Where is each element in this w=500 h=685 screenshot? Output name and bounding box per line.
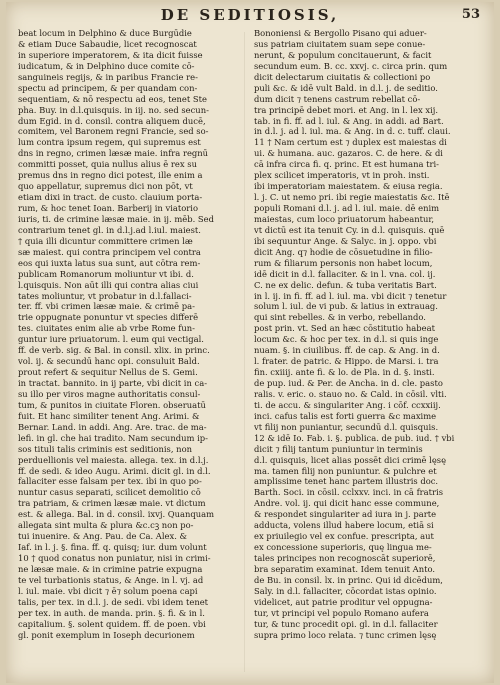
text-line: tes. ciuitates enim alie ab vrbe Rome fun- — [18, 323, 195, 334]
text-line: contrarium tenet gl. in d.l.j.ad l.iul. maiest. — [18, 224, 201, 235]
text-line: guntur iure priuatorum. l. eum qui vectigal. — [18, 334, 204, 345]
text-line: ne læsæ maie. & in crimine patrie expugna — [18, 563, 203, 574]
text-line: in l. ij. in fi. ff. ad l. iul. ma. vbi dicit ⁊ tenetur — [254, 290, 447, 301]
left-text-column — [18, 28, 246, 641]
text-line: 12 & idē Io. Fab. i. §. publica. de pub. iud. † vbi — [254, 432, 455, 443]
text-line: rum & filiarum personis non habet locum, — [254, 257, 433, 268]
text-line: dicit ⁊ filij tantum puniuntur in terminis — [254, 443, 423, 454]
text-line: ff. de verb. sig. & Bal. in consil. xlix. in princ. — [18, 345, 210, 356]
text-line: ter. ff. vbi crimen læsæ maie. & crimē pa- — [18, 301, 195, 312]
text-line: videlicet, aut patrie proditur vel oppugna- — [254, 596, 433, 607]
text-line: idē dicit in d.l. fallaciter. & in l. vna. col. ij. — [254, 268, 436, 279]
text-line: nuam. §. in ciuilibus. ff. de cap. & Ang. in d. — [254, 345, 440, 356]
text-line: publicam Romanorum moliuntur vt ibi. d. — [18, 268, 194, 279]
text-line: & etiam Duce Sabaudie, licet recognoscat — [18, 38, 197, 49]
text-line: iudicatum, & in Delphino duce comite cō- — [18, 60, 195, 71]
text-line: amplissime tenet hanc partem illustris doc. — [254, 476, 439, 487]
page-header — [6, 6, 494, 28]
text-line: vt dictū est ita tenuit Cy. in d.l. quisquis. quē — [254, 224, 445, 235]
text-line: dum Egid. in d. consil. contra aliquem ducē, — [18, 115, 206, 126]
text-line: fuit. Et hanc similiter tenent Ang. Arimi. & — [18, 410, 200, 421]
text-line: prout refert & sequitur Nellus de S. Gemi. — [18, 367, 198, 378]
text-line: per tex. in auth. de manda. prin. §. fi. & in l. — [18, 607, 205, 618]
text-line: 10 † quod conatus non puniatur, nisi in crimi- — [18, 553, 211, 563]
text-line: fallaciter esse falsam per tex. ibi in quo po- — [18, 476, 202, 487]
running-head: DE SEDITIOSIS, — [160, 6, 340, 24]
text-line: rum, & hoc tenet Ioan. Barberij in viatorio — [18, 203, 199, 213]
text-line: iuris, ti. de crimine læsæ maie. in ij. mēb. Sed — [18, 213, 214, 224]
text-line: ma. tamen filij non puniuntur. & pulchre et — [254, 465, 437, 476]
text-line: l.quisquis. Non aūt illi qui contra alias ciui — [18, 279, 199, 290]
text-line: Bernar. Land. in addi. Ang. Are. trac. de ma- — [18, 421, 207, 432]
text-line: trie oppugnate ponuntur vt species differē — [18, 312, 199, 323]
text-line: ff. de sedi. & ideo Augu. Arimi. dicit gl. in d.l. — [18, 465, 211, 476]
text-line: dicit delectarum ciuitatis & collectioni po — [254, 71, 431, 82]
text-line: ex priuilegio vel ex confue. prescripta, aut — [254, 531, 434, 542]
text-line: locum &c. & hoc per tex. in d.l. si quis inge — [254, 334, 439, 345]
text-line: sequentiam, & nō respectu ad eos, tenet Ste — [18, 93, 207, 104]
text-line: comitem, vel Baronem regni Francie, sed so- — [18, 126, 209, 137]
text-line: talis, per tex. in d.l. j. de sedi. vbi idem tenet — [18, 596, 209, 607]
text-line: populi Romani d.l. j. ad l. iul. maie. dē enim — [254, 203, 440, 213]
text-line: fin. cxiiij. ante fi. & lo. de Pla. in d. §. insti. — [254, 367, 435, 378]
text-line: bra separatim examinat. Idem tenuit Anto. — [254, 563, 436, 574]
text-line: tra principē debet mori. et Ang. in l. lex xij. — [254, 104, 438, 115]
text-line: nuntur casus separati, scilicet demolitio cō — [18, 487, 201, 498]
text-line: cā infra circa fi. q. princ. Et est humana tri- — [254, 159, 440, 170]
text-line: allegata sint multa & plura &c.cꝫ non po- — [18, 520, 194, 531]
text-line: dum dicit ⁊ tenens castrum rebellat cō- — [254, 93, 421, 104]
text-line: premus dns in regno dici potest, ille enim a — [18, 170, 203, 181]
text-line: dns in regno, crimen læsæ maie. infra regnū — [18, 148, 209, 159]
text-line: ui. & humana. auc. gazaros. C. de here. & di — [254, 148, 443, 159]
text-line: C. ne ex delic. defun. & tuba veritatis Bart. — [254, 279, 437, 290]
text-line: ralis. v. eric. o. stauo no. & Cald. in cōsil. vlti. — [254, 388, 447, 399]
text-line: post prin. vt. Sed an hæc cōstitutio habeat — [254, 323, 435, 334]
text-line: ibi imperatoriam maiestatem. & eiusa regia. — [254, 181, 443, 192]
text-line: maiestas, cum loco priuatorum habeantur, — [254, 213, 435, 224]
text-line: est. & allega. Bal. in d. consil. ixvj. Quanquam — [18, 509, 215, 520]
text-line: in d.l. j. ad l. iul. ma. & Ang. in d. c. tuff. claui. — [254, 126, 451, 137]
text-line: tra patriam, & crimen læsæ maie. vt dictum — [18, 498, 206, 509]
text-line: lum contra ipsum regem, qui supremus est — [18, 137, 201, 148]
text-line: inci. cafus talis est forti guerra &c maxime — [254, 410, 437, 421]
text-line: Saly. in d.l. fallaciter, cōcordat istas opinio. — [254, 585, 437, 596]
text-line: & respondet singulariter ad iura in j. parte — [254, 509, 437, 520]
text-line: vol. ij. & secundū hanc opi. consuluit Bald. — [18, 356, 200, 367]
text-line: Barth. Soci. in cōsil. cclxxv. inci. in cā fratris — [254, 487, 444, 498]
text-line: secundum eum. B. cc. xxvj. c. circa prin. qum — [254, 60, 448, 71]
text-line: ibi sequuntur Ange. & Salyc. in j. oppo. vbi — [254, 235, 437, 246]
text-line: l. frater. de patric. & Hippo. de Marsi. i. tra — [254, 356, 439, 367]
text-line: de pup. iud. & Per. de Ancha. in d. cle. pasto — [254, 378, 443, 388]
text-line: † quia illi dicuntur committere crimen læ — [18, 235, 193, 246]
text-line: sanguineis regijs, & in paribus Francie re- — [18, 71, 198, 82]
text-line: sus patriam ciuitatem suam sepe conue- — [254, 38, 426, 49]
text-line: vt filij non puniantur, secundū d.l. quisquis. — [254, 421, 439, 432]
text-line: eos qui iuxta latus sua sunt, aut cōtra rem- — [18, 257, 201, 268]
text-line: qui sint rebelles. & in verbo, rebellando. — [254, 312, 426, 323]
text-line: Iaf. in l. j. §. fina. ff. q. quisq; iur. dum volunt — [18, 542, 207, 553]
text-line: lefi. in gl. che hai tradito. Nam secundum ip- — [18, 432, 208, 443]
text-line: etiam dixi in tract. de custo. clauium porta- — [18, 192, 203, 203]
text-line: solum l. iul. de vi pub. & latius in extrauag. — [254, 301, 438, 312]
text-line: ti. de accu. & singulariter Ang. i cōf. ccxxiij. — [254, 399, 441, 410]
text-line: perduellionis vel maiesta. allega. tex. in d.l.j. — [18, 454, 209, 465]
text-line: quo appellatur, supremus dici non pōt, vt — [18, 181, 193, 192]
page-number: 53 — [461, 7, 480, 22]
text-line: 11 † Nam certum est ⁊ duplex est maiestas di — [254, 137, 447, 148]
text-line: beat locum in Delphino & duce Burgūdie — [18, 28, 192, 38]
text-line: tum, & punitos in ciuitate Floren. obseruatū — [18, 399, 206, 410]
text-line: committi posset, quia nullus alius ē rex su — [18, 159, 197, 170]
text-line: tui inuenire. & Ang. Pau. de Ca. Alex. & — [18, 531, 187, 542]
text-line: sæ maiest. qui contra principem vel contra — [18, 246, 201, 257]
text-line: in superiore imperatorem, & ita dicit fuisse — [18, 49, 203, 60]
text-line: tates moliuntur, vt probatur in d.l.fallaci- — [18, 290, 192, 301]
text-line: de Bu. in consil. lx. in princ. Qui id dicēdum, — [254, 574, 443, 585]
text-line: l. iul. maie. vbi dicit ⁊ ē⁊ solum poena capi — [18, 585, 198, 596]
text-line: tales principes non recognoscāt superiorē, — [254, 553, 436, 563]
text-line: su illo per viros magne authoritatis consul- — [18, 388, 201, 399]
text-line: adducta, volens illud habere locum, etiā si — [254, 520, 434, 531]
text-line: d.l. quisquis, licet alias possēt dici crimē lęsę — [254, 454, 447, 465]
text-line: tab. in fi. ff. ad l. iul. & Ang. in addi. ad Bart. — [254, 115, 444, 126]
text-line: puli &c. & idē vult Bald. in d.l. j. de seditio. — [254, 82, 438, 93]
text-line: pha. Buy. in d.l.quisquis. in iij. no. sed secun- — [18, 104, 209, 115]
text-line: spectu ad principem, & per quandam con- — [18, 82, 198, 93]
text-line: capitalium. §. solent quidem. ff. de poen. vbi — [18, 618, 206, 629]
text-line: supra primo loco relata. ⁊ tunc crimen lęsę — [254, 629, 437, 640]
text-line: ex concessione superioris, quę lingua me- — [254, 542, 432, 553]
text-line: in tractat. bannito. in ij parte, vbi dicit in ca- — [18, 378, 208, 388]
text-line: l. j. C. ut nemo pri. ibi regie maiestatis &c. Itē — [254, 192, 450, 203]
text-line: dicit Ang. q⁊ hodie de cōsuetudine in filio- — [254, 246, 433, 257]
text-line: Andre. vol. ij. qui dicit hanc esse commune, — [254, 498, 440, 509]
right-text-column — [254, 28, 482, 641]
text-line: sos tituli talis criminis est seditionis, non — [18, 443, 193, 454]
text-line: gl. ponit exemplum in Ioseph decurionem — [18, 629, 195, 640]
text-line: plex scilicet imperatoris, vt in proh. insti. — [254, 170, 430, 181]
text-line: tur, & tunc procedit opi. gl. in d.l. fallaciter — [254, 618, 438, 629]
text-line: te vel turbationis status, & Ange. in l. vj. ad — [18, 574, 204, 585]
text-line: tur, vt principi vel populo Romano aufera — [254, 607, 429, 618]
text-line: Bononiensi & Bergollo Pisano qui aduer- — [254, 28, 427, 38]
book-page — [6, 2, 494, 683]
text-line: nerunt, & populum concitauerunt, & facit — [254, 49, 432, 60]
